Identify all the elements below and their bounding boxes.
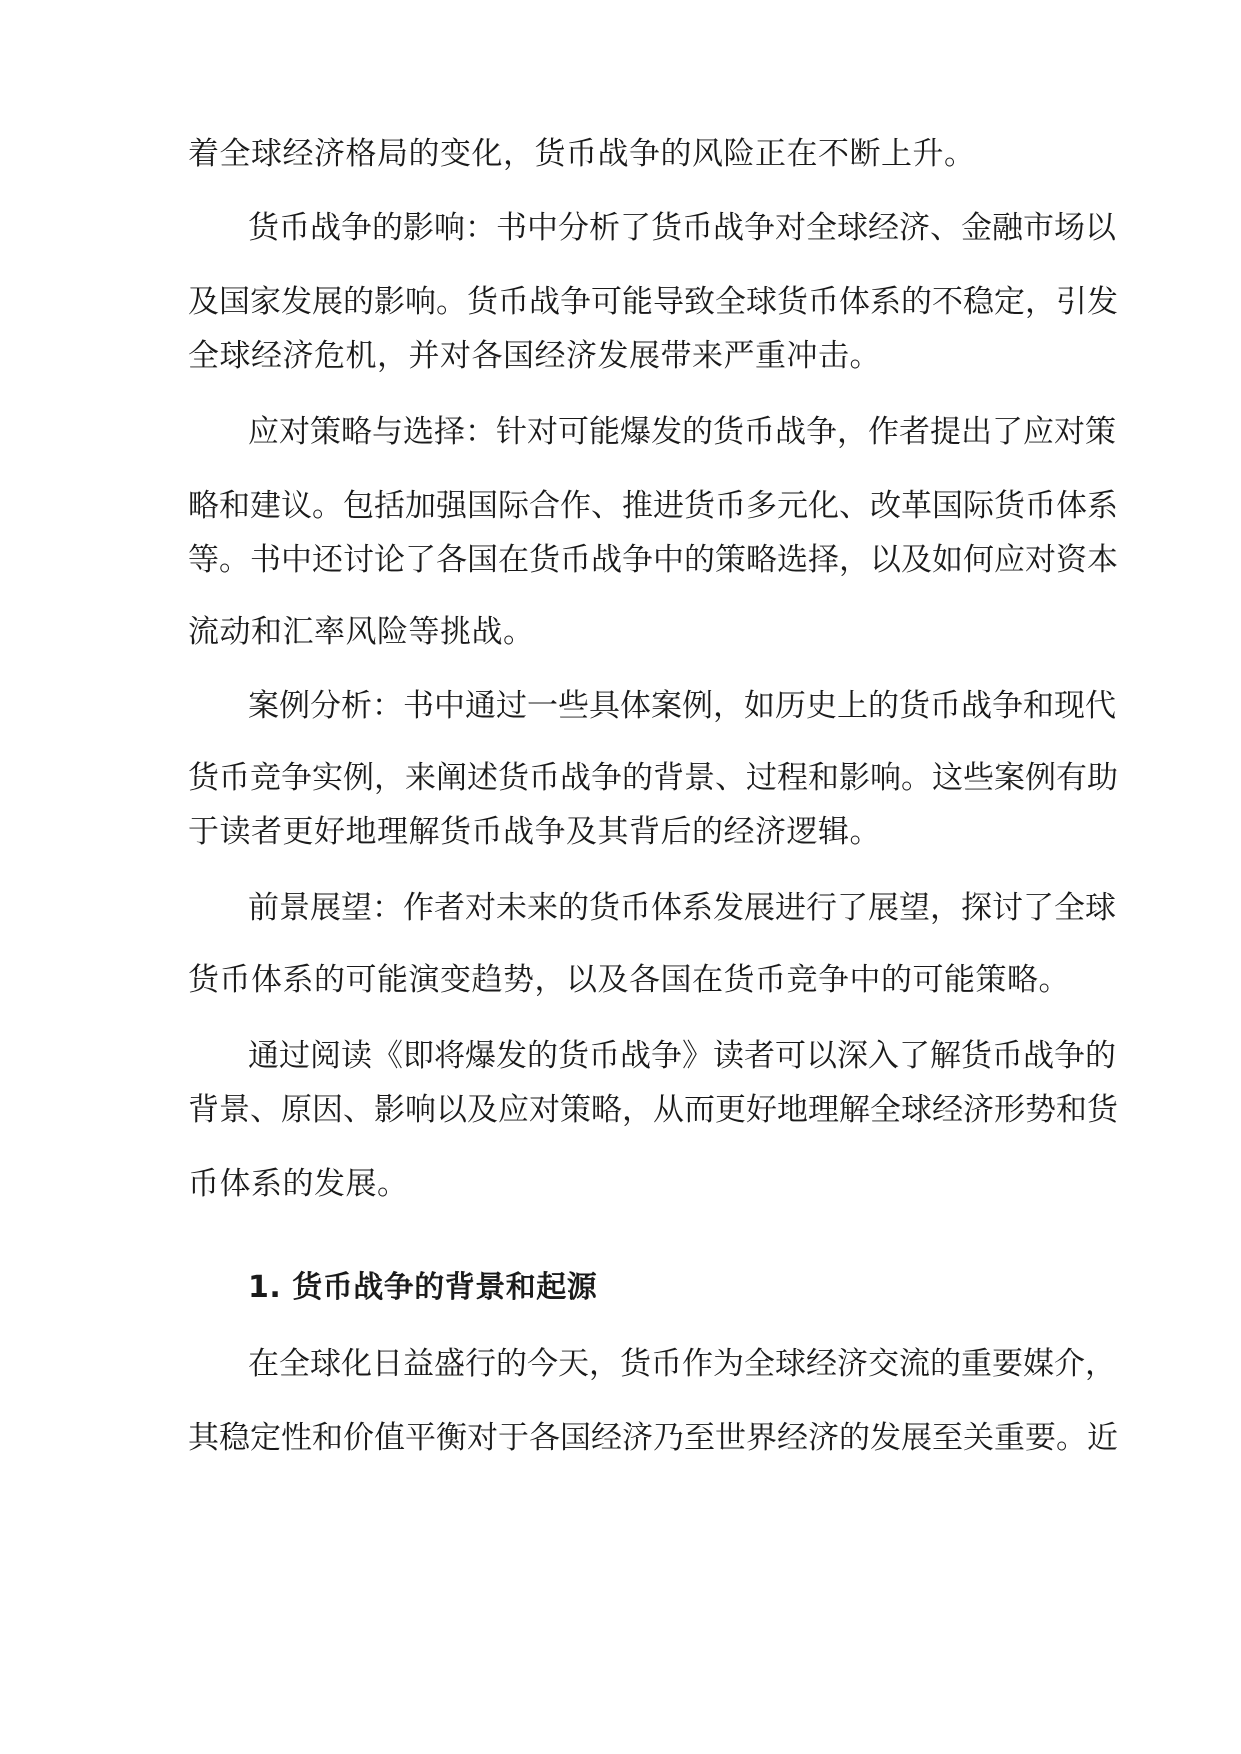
paragraph-line: 于读者更好地理解货币战争及其背后的经济逻辑。: [188, 814, 881, 850]
paragraph-line: 流动和汇率风险等挑战。: [188, 614, 535, 650]
paragraph-line: 着全球经济格局的变化，货币战争的风险正在不断上升。: [188, 136, 976, 172]
paragraph-line: 货币体系的可能演变趋势，以及各国在货币竞争中的可能策略。: [188, 962, 1070, 998]
paragraph-line: 货币战争的影响：书中分析了货币战争对全球经济、金融市场以: [248, 210, 1116, 246]
paragraph-line: 全球经济危机，并对各国经济发展带来严重冲击。: [188, 338, 881, 374]
paragraph-line: 背景、原因、影响以及应对策略，从而更好地理解全球经济形势和货: [188, 1092, 1118, 1128]
paragraph-line: 前景展望：作者对未来的货币体系发展进行了展望，探讨了全球: [248, 890, 1116, 926]
paragraph-line: 及国家发展的影响。货币战争可能导致全球货币体系的不稳定，引发: [188, 284, 1118, 320]
paragraph-line: 应对策略与选择：针对可能爆发的货币战争，作者提出了应对策: [248, 414, 1116, 450]
paragraph-line: 通过阅读《即将爆发的货币战争》读者可以深入了解货币战争的: [248, 1038, 1116, 1074]
paragraph-line: 等。书中还讨论了各国在货币战争中的策略选择，以及如何应对资本: [188, 542, 1118, 578]
paragraph-line: 币体系的发展。: [188, 1166, 409, 1202]
section-heading: 1. 货币战争的背景和起源: [248, 1270, 598, 1305]
paragraph-line: 略和建议。包括加强国际合作、推进货币多元化、改革国际货币体系: [188, 488, 1118, 524]
paragraph-line: 案例分析：书中通过一些具体案例，如历史上的货币战争和现代: [248, 688, 1116, 724]
paragraph-line: 在全球化日益盛行的今天，货币作为全球经济交流的重要媒介，: [248, 1346, 1116, 1382]
paragraph-line: 其稳定性和价值平衡对于各国经济乃至世界经济的发展至关重要。近: [188, 1420, 1118, 1456]
paragraph-line: 货币竞争实例，来阐述货币战争的背景、过程和影响。这些案例有助: [188, 760, 1118, 796]
